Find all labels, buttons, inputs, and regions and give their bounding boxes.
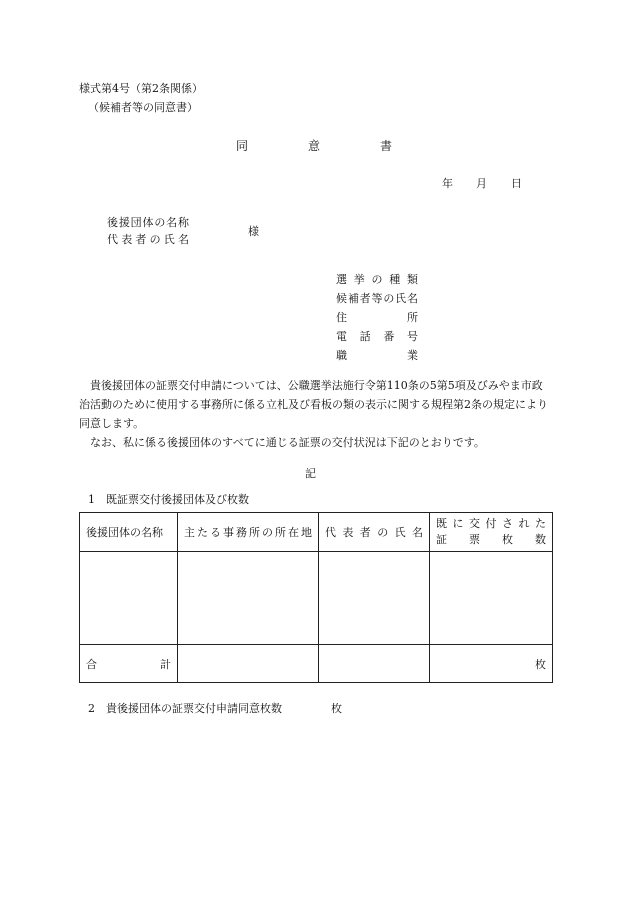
- total-empty-name: [319, 645, 430, 683]
- issued-certificates-table: [79, 512, 553, 683]
- header-representative-name: 代表者の氏名: [319, 513, 430, 552]
- total-label: 合計: [80, 645, 178, 683]
- header-org-name: 後援団体の名称: [80, 513, 178, 552]
- document-title: 同 意 書: [236, 139, 393, 153]
- table-row: [80, 552, 553, 645]
- field-occupation: 職業: [336, 349, 418, 362]
- date-month: 月: [476, 177, 487, 190]
- header-office-address: 主たる事務所の所在地: [178, 513, 319, 552]
- total-unit: 枚: [430, 645, 553, 683]
- header-issued-count-line2: 証票枚数: [436, 533, 546, 546]
- field-election-type: 選挙の種類: [336, 273, 418, 286]
- ki-heading: 記: [305, 467, 316, 480]
- addressee-representative: 代表者の氏名: [107, 233, 189, 246]
- form-number: 様式第4号（第2条関係）: [79, 82, 203, 95]
- field-phone: 電話番号: [336, 330, 418, 343]
- form-subtitle: （候補者等の同意書）: [88, 101, 198, 114]
- table-header-row: [80, 513, 553, 552]
- table-total-row: [80, 645, 553, 683]
- status-paragraph: なお、私に係る後援団体のすべてに通じる証票の交付状況は下記のとおりです。: [79, 436, 485, 449]
- cell-issued-count[interactable]: [430, 552, 553, 645]
- section2-title: 2 貴後援団体の証票交付申請同意枚数: [88, 702, 282, 715]
- cell-office-address[interactable]: [178, 552, 319, 645]
- cell-representative-name[interactable]: [319, 552, 430, 645]
- header-issued-count: [430, 513, 553, 552]
- section1-title: 1 既証票交付後援団体及び枚数: [88, 493, 249, 506]
- consent-paragraph: 貴後援団体の証票交付申請については、公職選挙法施行令第110条の5第5項及びみやま市政治活動のために使用する事務所に係る立札及び看板の類の表示に関する規程第2条の規定により同意します。: [79, 379, 548, 430]
- date-day: 日: [511, 177, 522, 190]
- section2-unit: 枚: [331, 702, 342, 715]
- cell-org-name[interactable]: [80, 552, 178, 645]
- field-address: 住所: [336, 311, 418, 324]
- header-issued-count-line1: 既に交付された: [436, 517, 546, 530]
- addressee-honorific: 様: [248, 225, 259, 238]
- field-candidate-name: 候補者等の氏名: [336, 292, 418, 305]
- addressee-org-name: 後援団体の名称: [107, 216, 189, 229]
- total-empty-address: [178, 645, 319, 683]
- date-year: 年: [442, 177, 453, 190]
